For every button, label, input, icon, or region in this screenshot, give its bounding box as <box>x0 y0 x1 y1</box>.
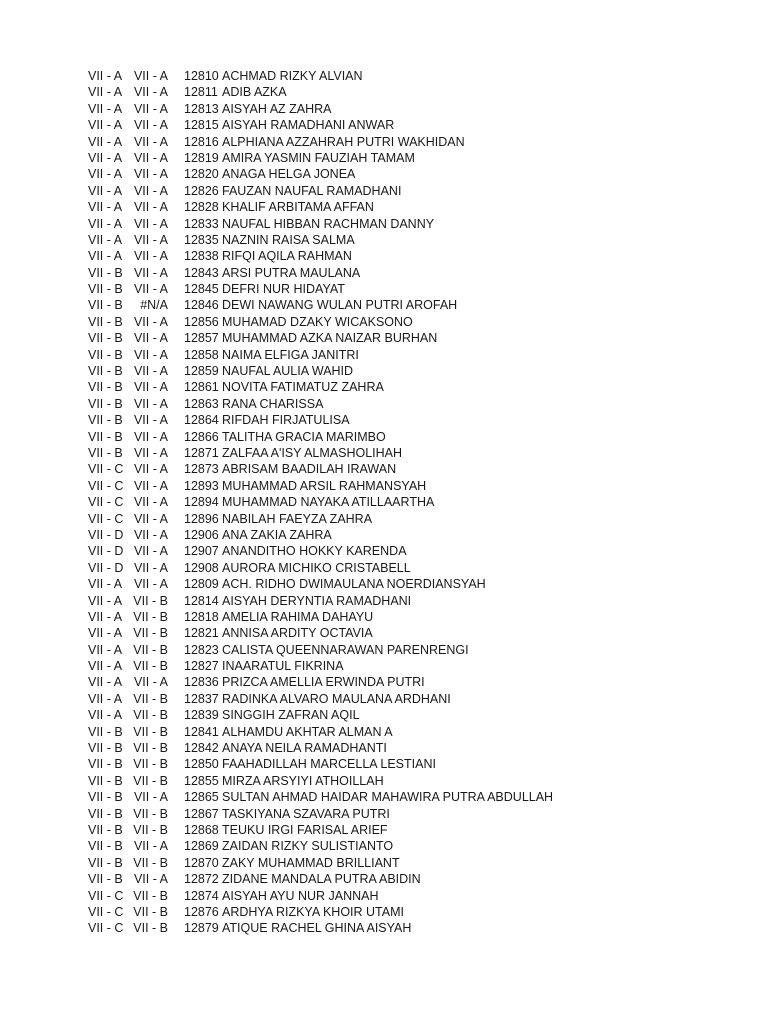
lookup-class-cell: VII - B <box>133 822 168 837</box>
student-id-cell: 12814 <box>184 593 219 608</box>
class-cell: VII - A <box>88 85 123 100</box>
student-id-cell: 12869 <box>184 839 219 854</box>
student-name-cell: RADINKA ALVARO MAULANA ARDHANI <box>222 691 451 706</box>
lookup-class-cell: VII - A <box>133 445 168 460</box>
class-cell: VII - B <box>88 331 123 346</box>
student-id-cell: 12810 <box>184 69 219 83</box>
lookup-class-cell: VII - A <box>133 560 168 575</box>
student-id-cell: 12870 <box>184 855 219 870</box>
class-cell: VII - B <box>88 347 123 362</box>
student-name-cell: KHALIF ARBITAMA AFFAN <box>222 200 374 215</box>
class-cell: VII - C <box>88 495 124 510</box>
lookup-class-cell: VII - A <box>133 314 168 329</box>
lookup-class-cell: VII - B <box>133 691 168 706</box>
student-id-cell: 12838 <box>184 249 219 264</box>
student-id-cell: 12823 <box>184 642 219 657</box>
student-name-cell: ARSI PUTRA MAULANA <box>222 265 361 280</box>
student-name-cell: NABILAH FAEYZA ZAHRA <box>222 511 373 526</box>
class-cell: VII - A <box>88 659 123 674</box>
lookup-class-cell: VII - A <box>133 478 168 493</box>
lookup-class-cell: VII - A <box>133 839 168 854</box>
student-id-cell: 12876 <box>184 904 219 919</box>
student-name-cell: ZIDANE MANDALA PUTRA ABIDIN <box>222 872 421 887</box>
lookup-class-cell: VII - A <box>133 527 168 542</box>
lookup-class-cell: VII - A <box>133 118 168 133</box>
student-id-cell: 12828 <box>184 200 219 215</box>
student-id-cell: 12837 <box>184 691 219 706</box>
lookup-class-cell: VII - B <box>133 904 168 919</box>
lookup-class-cell: VII - B <box>133 593 168 608</box>
lookup-class-cell: VII - A <box>133 249 168 264</box>
student-id-cell: 12867 <box>184 806 219 821</box>
student-id-cell: 12858 <box>184 347 219 362</box>
class-cell: VII - C <box>88 511 124 526</box>
student-name-cell: MUHAMAD DZAKY WICAKSONO <box>222 314 413 329</box>
student-name-cell: ARDHYA RIZKYA KHOIR UTAMI <box>222 904 404 919</box>
student-name-cell: AISYAH RAMADHANI ANWAR <box>222 118 395 133</box>
student-name-cell: NAUFAL HIBBAN RACHMAN DANNY <box>222 216 435 231</box>
lookup-class-cell: VII - A <box>133 101 168 116</box>
class-cell: VII - A <box>88 200 123 215</box>
class-cell: VII - A <box>88 216 123 231</box>
class-cell: VII - B <box>88 773 123 788</box>
student-id-cell: 12833 <box>184 216 219 231</box>
lookup-class-cell: VII - B <box>133 921 168 936</box>
student-id-cell: 12873 <box>184 462 219 477</box>
student-name-cell: MUHAMMAD NAYAKA ATILLAARTHA <box>222 495 435 510</box>
lookup-class-cell: VII - A <box>133 364 168 379</box>
student-id-cell: 12857 <box>184 331 219 346</box>
student-id-cell: 12872 <box>184 872 219 887</box>
lookup-class-cell: VII - A <box>133 872 168 887</box>
lookup-class-cell: VII - A <box>133 134 168 149</box>
lookup-class-cell: #N/A <box>140 298 168 313</box>
student-id-cell: 12865 <box>184 790 219 805</box>
lookup-class-cell: VII - A <box>133 413 168 428</box>
class-cell: VII - B <box>88 314 123 329</box>
class-cell: VII - A <box>88 593 123 608</box>
student-id-cell: 12820 <box>184 167 219 182</box>
student-id-cell: 12835 <box>184 232 219 247</box>
lookup-class-cell: VII - A <box>133 282 168 297</box>
student-id-cell: 12907 <box>184 544 219 559</box>
lookup-class-cell: VII - A <box>133 216 168 231</box>
lookup-class-cell: VII - A <box>133 200 168 215</box>
student-id-cell: 12908 <box>184 560 219 575</box>
class-cell: VII - B <box>88 265 123 280</box>
student-id-cell: 12906 <box>184 527 219 542</box>
class-cell: VII - D <box>88 527 124 542</box>
class-cell: VII - B <box>88 364 123 379</box>
student-id-cell: 12896 <box>184 511 219 526</box>
class-cell: VII - A <box>88 249 123 264</box>
lookup-class-cell: VII - B <box>133 773 168 788</box>
student-id-cell: 12874 <box>184 888 219 903</box>
student-name-cell: AISYAH DERYNTIA RAMADHANI <box>222 593 412 608</box>
class-cell: VII - B <box>88 822 123 837</box>
student-name-cell: ALHAMDU AKHTAR ALMAN A <box>222 724 393 739</box>
student-name-cell: ANANDITHO HOKKY KARENDA <box>222 544 407 559</box>
lookup-class-cell: VII - A <box>133 790 168 805</box>
student-name-cell: ANA ZAKIA ZAHRA <box>222 527 332 542</box>
lookup-class-cell: VII - A <box>133 429 168 444</box>
class-cell: VII - A <box>88 577 123 592</box>
student-name-cell: MUHAMMAD AZKA NAIZAR BURHAN <box>222 331 438 346</box>
class-cell: VII - A <box>88 626 123 641</box>
student-name-cell: PRIZCA AMELLIA ERWINDA PUTRI <box>222 675 425 690</box>
lookup-class-cell: VII - A <box>133 183 168 198</box>
student-name-cell: ZAKY MUHAMMAD BRILLIANT <box>222 855 400 870</box>
lookup-class-cell: VII - A <box>133 167 168 182</box>
student-name-cell: NAUFAL AULIA WAHID <box>222 364 354 379</box>
student-name-cell: NAIMA ELFIGA JANITRI <box>222 347 359 362</box>
class-cell: VII - C <box>88 478 124 493</box>
class-cell: VII - A <box>88 69 123 83</box>
lookup-class-cell: VII - A <box>133 396 168 411</box>
student-name-cell: TALITHA GRACIA MARIMBO <box>222 429 386 444</box>
class-cell: VII - A <box>88 134 123 149</box>
class-cell: VII - A <box>88 708 123 723</box>
student-id-cell: 12845 <box>184 282 219 297</box>
class-cell: VII - A <box>88 691 123 706</box>
lookup-class-cell: VII - A <box>133 511 168 526</box>
class-cell: VII - B <box>88 872 123 887</box>
student-id-cell: 12839 <box>184 708 219 723</box>
student-id-cell: 12815 <box>184 118 219 133</box>
class-cell: VII - B <box>88 839 123 854</box>
student-id-cell: 12826 <box>184 183 219 198</box>
student-name-cell: ANAGA HELGA JONEA <box>222 167 356 182</box>
student-id-cell: 12821 <box>184 626 219 641</box>
student-id-cell: 12863 <box>184 396 219 411</box>
class-cell: VII - A <box>88 609 123 624</box>
student-id-cell: 12827 <box>184 659 219 674</box>
lookup-class-cell: VII - A <box>133 265 168 280</box>
student-id-cell: 12866 <box>184 429 219 444</box>
class-cell: VII - C <box>88 921 124 936</box>
student-id-cell: 12879 <box>184 921 219 936</box>
class-cell: VII - B <box>88 741 123 756</box>
lookup-class-cell: VII - B <box>133 642 168 657</box>
student-id-cell: 12850 <box>184 757 219 772</box>
student-id-cell: 12818 <box>184 609 219 624</box>
lookup-class-cell: VII - B <box>133 741 168 756</box>
class-cell: VII - A <box>88 642 123 657</box>
student-name-cell: RANA CHARISSA <box>222 396 324 411</box>
class-cell: VII - C <box>88 462 124 477</box>
student-name-cell: ZALFAA A'ISY ALMASHOLIHAH <box>222 445 403 460</box>
student-name-cell: ACH. RIDHO DWIMAULANA NOERDIANSYAH <box>222 577 486 592</box>
lookup-class-cell: VII - A <box>133 232 168 247</box>
class-cell: VII - B <box>88 298 123 313</box>
student-name-cell: RIFQI AQILA RAHMAN <box>222 249 352 264</box>
student-id-cell: 12868 <box>184 822 219 837</box>
student-name-cell: AURORA MICHIKO CRISTABELL <box>222 560 411 575</box>
class-cell: VII - D <box>88 560 124 575</box>
class-cell: VII - A <box>88 118 123 133</box>
student-id-cell: 12855 <box>184 773 219 788</box>
student-name-cell: ADIB AZKA <box>222 85 287 100</box>
student-name-cell: TEUKU IRGI FARISAL ARIEF <box>222 822 388 837</box>
student-name-cell: DEWI NAWANG WULAN PUTRI AROFAH <box>222 298 458 313</box>
class-cell: VII - B <box>88 445 123 460</box>
student-name-cell: TASKIYANA SZAVARA PUTRI <box>222 806 390 821</box>
lookup-class-cell: VII - A <box>133 85 168 100</box>
lookup-class-cell: VII - B <box>133 659 168 674</box>
lookup-class-cell: VII - B <box>133 708 168 723</box>
lookup-class-cell: VII - B <box>133 757 168 772</box>
lookup-class-cell: VII - A <box>133 577 168 592</box>
class-cell: VII - B <box>88 790 123 805</box>
lookup-class-cell: VII - A <box>133 675 168 690</box>
student-id-cell: 12843 <box>184 265 219 280</box>
student-id-cell: 12809 <box>184 577 219 592</box>
class-cell: VII - B <box>88 396 123 411</box>
lookup-class-cell: VII - B <box>133 806 168 821</box>
class-cell: VII - A <box>88 150 123 165</box>
lookup-class-cell: VII - A <box>133 544 168 559</box>
student-name-cell: AISYAH AYU NUR JANNAH <box>222 888 379 903</box>
lookup-class-cell: VII - A <box>133 150 168 165</box>
student-name-cell: ANAYA NEILA RAMADHANTI <box>222 741 387 756</box>
student-name-cell: ACHMAD RIZKY ALVIAN <box>222 69 363 83</box>
student-id-cell: 12864 <box>184 413 219 428</box>
class-cell: VII - B <box>88 757 123 772</box>
student-id-cell: 12841 <box>184 724 219 739</box>
student-id-cell: 12819 <box>184 150 219 165</box>
lookup-class-cell: VII - A <box>133 69 168 83</box>
student-id-cell: 12894 <box>184 495 219 510</box>
student-name-cell: ALPHIANA AZZAHRAH PUTRI WAKHIDAN <box>222 134 465 149</box>
student-name-cell: ATIQUE RACHEL GHINA AISYAH <box>222 921 412 936</box>
student-name-cell: ABRISAM BAADILAH IRAWAN <box>222 462 397 477</box>
student-name-cell: NAZNIN RAISA SALMA <box>222 232 355 247</box>
class-cell: VII - A <box>88 183 123 198</box>
student-name-cell: CALISTA QUEENNARAWAN PARENRENGI <box>222 642 469 657</box>
class-cell: VII - B <box>88 855 123 870</box>
class-cell: VII - D <box>88 544 124 559</box>
student-id-cell: 12811 <box>184 85 218 100</box>
student-name-cell: ZAIDAN RIZKY SULISTIANTO <box>222 839 394 854</box>
class-cell: VII - A <box>88 675 123 690</box>
student-name-cell: MIRZA ARSYIYI ATHOILLAH <box>222 773 384 788</box>
student-id-cell: 12816 <box>184 134 219 149</box>
class-cell: VII - B <box>88 429 123 444</box>
student-id-cell: 12846 <box>184 298 219 313</box>
student-name-cell: FAAHADILLAH MARCELLA LESTIANI <box>222 757 436 772</box>
student-name-cell: SULTAN AHMAD HAIDAR MAHAWIRA PUTRA ABDULLAH <box>222 790 554 805</box>
student-name-cell: ANNISA ARDITY OCTAVIA <box>222 626 373 641</box>
student-id-cell: 12893 <box>184 478 219 493</box>
student-name-cell: DEFRI NUR HIDAYAT <box>222 282 345 297</box>
lookup-class-cell: VII - B <box>133 724 168 739</box>
class-cell: VII - A <box>88 232 123 247</box>
class-cell: VII - B <box>88 380 123 395</box>
lookup-class-cell: VII - A <box>133 331 168 346</box>
student-id-cell: 12856 <box>184 314 219 329</box>
class-cell: VII - C <box>88 888 124 903</box>
lookup-class-cell: VII - A <box>133 495 168 510</box>
lookup-class-cell: VII - A <box>133 462 168 477</box>
student-name-cell: NOVITA FATIMATUZ ZAHRA <box>222 380 384 395</box>
student-name-cell: MUHAMMAD ARSIL RAHMANSYAH <box>222 478 427 493</box>
student-name-cell: SINGGIH ZAFRAN AQIL <box>222 708 360 723</box>
student-name-cell: AMIRA YASMIN FAUZIAH TAMAM <box>222 150 415 165</box>
class-cell: VII - B <box>88 413 123 428</box>
class-cell: VII - C <box>88 904 124 919</box>
class-cell: VII - B <box>88 282 123 297</box>
student-id-cell: 12861 <box>184 380 219 395</box>
student-name-cell: FAUZAN NAUFAL RAMADHANI <box>222 183 402 198</box>
lookup-class-cell: VII - B <box>133 609 168 624</box>
class-cell: VII - B <box>88 724 123 739</box>
student-id-cell: 12842 <box>184 741 219 756</box>
class-cell: VII - A <box>88 167 123 182</box>
student-name-cell: AMELIA RAHIMA DAHAYU <box>222 609 374 624</box>
student-name-cell: RIFDAH FIRJATULISA <box>222 413 350 428</box>
student-id-cell: 12836 <box>184 675 219 690</box>
lookup-class-cell: VII - B <box>133 855 168 870</box>
lookup-class-cell: VII - B <box>133 626 168 641</box>
lookup-class-cell: VII - B <box>133 888 168 903</box>
lookup-class-cell: VII - A <box>133 380 168 395</box>
student-id-cell: 12859 <box>184 364 219 379</box>
class-cell: VII - B <box>88 806 123 821</box>
student-id-cell: 12871 <box>184 445 219 460</box>
student-name-cell: AISYAH AZ ZAHRA <box>222 101 332 116</box>
class-cell: VII - A <box>88 101 123 116</box>
student-id-cell: 12813 <box>184 101 219 116</box>
student-name-cell: INAARATUL FIKRINA <box>222 659 344 674</box>
lookup-class-cell: VII - A <box>133 347 168 362</box>
